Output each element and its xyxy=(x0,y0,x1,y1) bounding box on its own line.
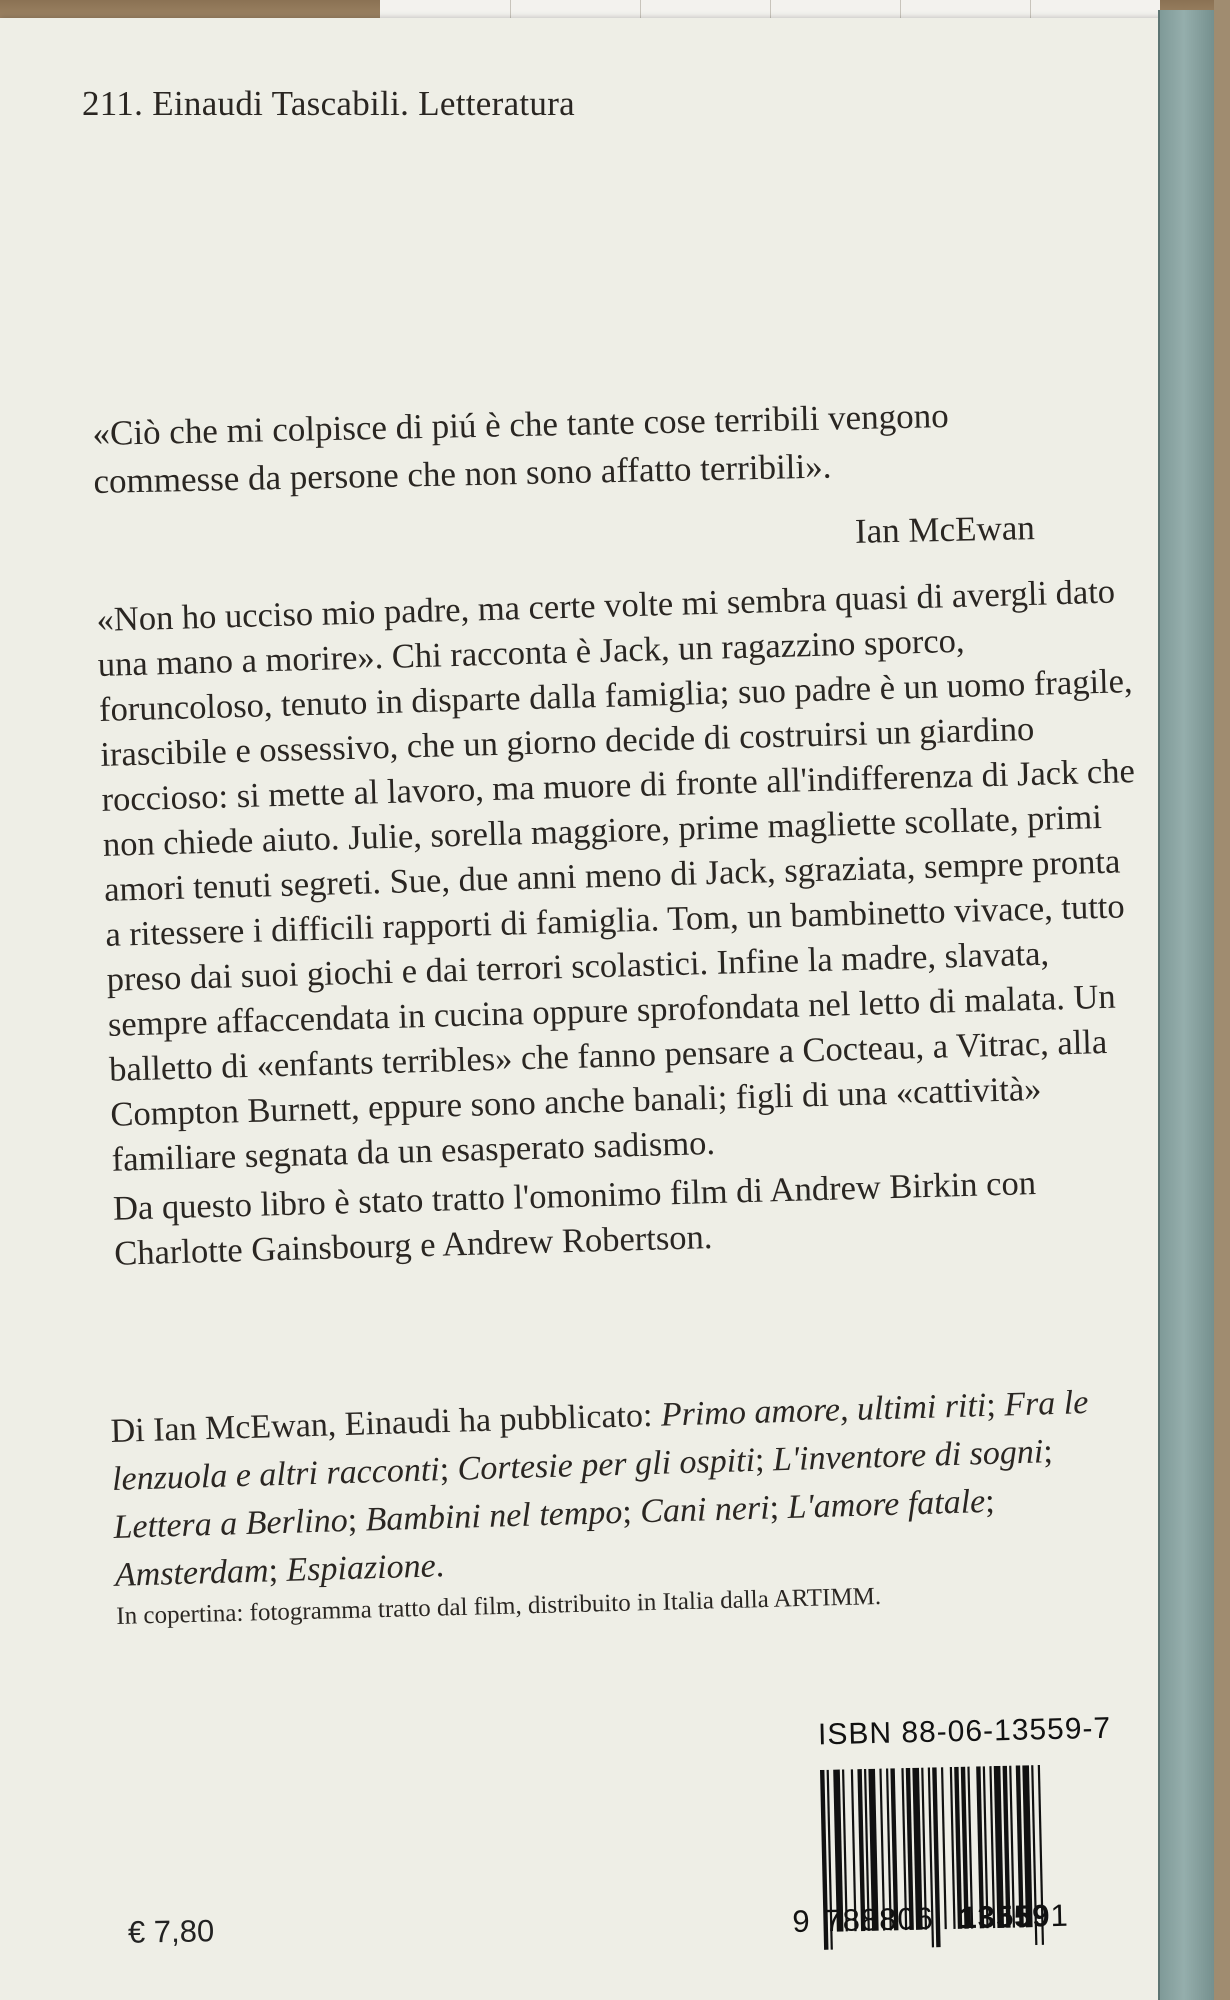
epigraph-author: Ian McEwan xyxy=(854,508,1036,551)
barcode-digits xyxy=(792,1898,1068,1940)
barcode-block xyxy=(792,1711,1140,1988)
book-title: Amsterdam xyxy=(114,1552,270,1594)
barcode-digits-left: 788806 xyxy=(823,1900,935,1939)
barcode-digit-prefix: 9 xyxy=(792,1903,811,1939)
book-title: Fra le lenzuola e altri racconti xyxy=(111,1383,1089,1498)
film-note: Da questo libro è stato tratto l'omonimo film di Andrew Birkin con Charlotte Gainsbourg e Andrew Robertson. xyxy=(112,1163,1037,1273)
book-title: Espiazione xyxy=(285,1547,437,1589)
book-title: Cortesie per gli ospiti xyxy=(457,1441,756,1488)
barcode-digit-check: 1 xyxy=(1050,1897,1069,1934)
series-line: 211. Einaudi Tascabili. Letteratura xyxy=(82,84,576,123)
epigraph-quote: «Ciò che mi colpisce di piú è che tante cose terribili vengono commesse da persone che non sono affatto terribili». xyxy=(92,396,949,501)
synopsis xyxy=(96,569,1150,1277)
book-title: L'inventore di sogni xyxy=(772,1433,1044,1479)
bibliography: Di Ian McEwan, Einaudi ha pubblicato: Primo amore, ultimi riti; Fra le lenzuola e altri racconti; Cortesie per gli ospiti; L'inventore di sogni; Lettera a Berlino; Bambini nel tempo; Cani neri; L'amore fatale; Amsterdam; Espiazione. xyxy=(110,1383,1089,1594)
isbn-label: ISBN 88-06-13559-7 xyxy=(817,1711,1112,1752)
cover-credit: In copertina: fotogramma tratto dal film, distribuito in Italia dalla ARTIMM. xyxy=(116,1582,882,1630)
price: € 7,80 xyxy=(127,1913,215,1950)
barcode-digits-right: 13559 xyxy=(958,1898,1051,1936)
book-title: Lettera a Berlino xyxy=(112,1502,349,1546)
book-title: Bambini nel tempo xyxy=(365,1493,623,1539)
book-spine xyxy=(1158,10,1220,2000)
book-title: Primo amore, ultimi riti xyxy=(660,1387,987,1434)
book-title: L'amore fatale xyxy=(787,1483,986,1526)
synopsis-paragraph: «Non ho ucciso mio padre, ma certe volte mi sembra quasi di avergli dato una mano a morire». Chi racconta è Jack, un ragazzino sporco, foruncoloso, tenuto in disparte dalla famiglia; suo padre è un uomo fragile, irascibile e ossessivo, che un giorno decide di costruirsi un giardino roccioso: si mette al lavoro, ma muore di fronte all'indifferenza di Jack che non chiede aiuto. Julie, sorella maggiore, prime magliette scollate, primi amori tenuti segreti. Sue, due anni meno di Jack, sgraziata, sempre pronta a ritessere i difficili rapporti di famiglia. Tom, un bambinetto vivace, tutto preso dai suoi giochi e dai terrori scolastici. Infine la madre, slavata, sempre affaccendata in cucina oppure sprofondata nel letto di malata. Un balletto di «enfants terribles» che fanno pensare a Cocteau, a Vitrac, alla Compton Burnett, eppure sono anche banali; figli di una «cattività» familiare segnata da un esasperato sadismo. xyxy=(96,572,1136,1179)
bibliography-intro: Di Ian McEwan, Einaudi ha pubblicato: xyxy=(110,1396,653,1450)
book-back-cover xyxy=(0,18,1168,2000)
book-title: Cani neri xyxy=(639,1489,771,1531)
table-edge xyxy=(1214,0,1230,2000)
